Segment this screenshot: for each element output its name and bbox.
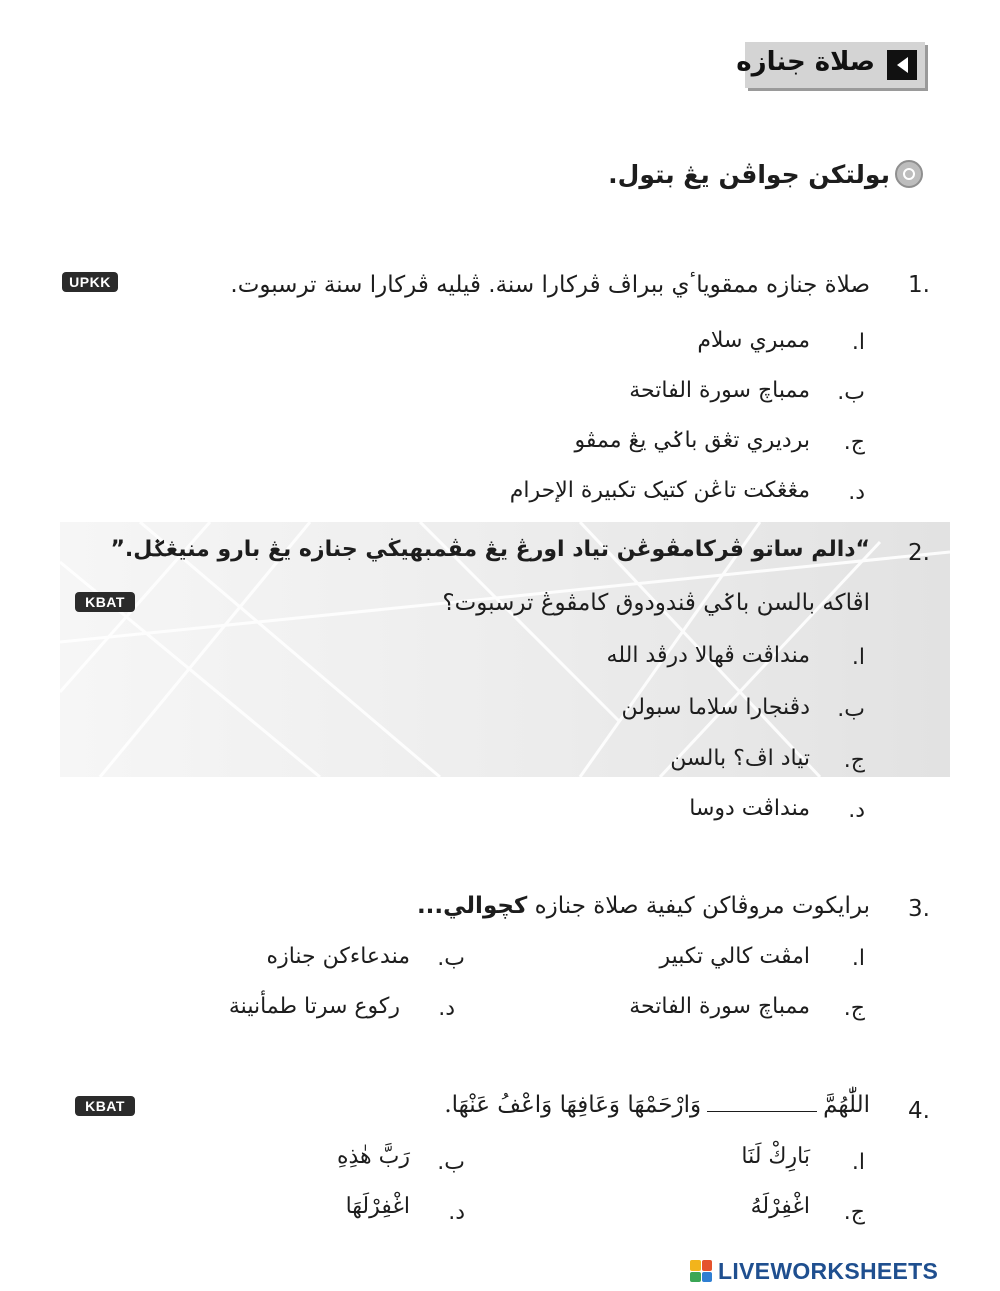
option-letter: د. [448,1200,465,1225]
option-text[interactable]: اغْفِرْلَهُ [750,1194,810,1219]
blank-line[interactable] [707,1093,817,1112]
option-text[interactable]: رَبَّ هٰذِهِ [336,1144,410,1169]
upkk-badge: UPKK [62,272,118,292]
question-stem-start: اللّٰهُمَّ [823,1092,870,1118]
option-letter: ج. [843,996,865,1021]
option-letter: ب. [837,697,865,722]
question-stem-end: وَارْحَمْهَا وَعَافِهَا وَاعْفُ عَنْهَا. [444,1092,702,1118]
audio-disc-icon[interactable] [895,160,923,188]
question-stem [444,1092,870,1118]
option-letter: ب. [437,946,465,971]
option-letter: ا. [851,946,865,971]
option-letter: ج. [843,748,865,773]
triangle-left-icon [887,50,917,80]
option-letter: د. [848,480,865,505]
question-number: 4. [908,1098,930,1124]
option-text[interactable]: دڤنجارا سلاما سبولن [621,695,810,720]
kbat-badge: KBAT [75,1096,135,1116]
question-number: 2. [908,540,930,566]
question-stem-emphasis: كچوالي... [416,893,528,919]
question-stem-normal: برايكوت مروڤاكن كيفية صلاة جنازه [527,893,870,919]
option-letter: د. [438,996,455,1021]
option-text[interactable]: ركوع سرتا طمأنينة [228,994,400,1019]
option-text[interactable]: مڠڠكت تاڠن كتيک تكبيرة الإحرام [509,478,810,503]
option-letter: ج. [843,430,865,455]
question-stem: صلاة جنازه ممقوياٴي ببراڤ ڤركارا سنة. ڤيليه ڤركارا سنة ترسبوت. [230,272,870,298]
option-text[interactable]: بَارِكْ لَنَا [741,1144,810,1169]
option-letter: ا. [851,1150,865,1175]
option-letter: ب. [837,380,865,405]
liveworksheets-footer[interactable] [690,1256,938,1286]
question-number: 3. [908,896,930,922]
instruction-text: بولتكن جواڤن يڠ بتول. [608,160,890,189]
section-title: صلاة جنازه [736,47,875,77]
option-letter: ج. [843,1200,865,1225]
question-stem: اڤاكه بالسن باݢي ڤندودوق كامڤوڠ ترسبوت؟ [442,590,870,616]
liveworksheets-logo-icon [690,1260,712,1282]
option-text[interactable]: مندعاءكن جنازه [266,944,410,969]
section-title-bar [736,42,925,88]
option-text[interactable]: امڤت كالي تكبير [659,944,810,969]
option-text[interactable]: تياد اڤ؟ بالسن [670,746,810,771]
option-text[interactable]: ممباچ سورة الفاتحة [629,378,810,403]
question-number: 1. [908,272,930,298]
option-text[interactable]: اغْفِرْلَهَا [345,1194,410,1219]
option-letter: د. [848,798,865,823]
option-letter: ب. [437,1150,465,1175]
option-text[interactable]: منداڤت ڤهالا درڤد الله [606,643,810,668]
question-stem-quote: “دالم ساتو ڤركامڤوڠن تياد اورڠ يڠ مڤمبهيڬي جنازه يڠ بارو منيڠݢل.” [110,537,870,562]
brand-name: LIVEWORKSHEETS [718,1257,939,1284]
option-letter: ا. [851,645,865,670]
kbat-badge: KBAT [75,592,135,612]
option-text[interactable]: منداڤت دوسا [689,796,810,821]
option-letter: ا. [851,330,865,355]
question-stem [417,893,870,919]
option-text[interactable]: ممباچ سورة الفاتحة [629,994,810,1019]
option-text[interactable]: برديري تڠق باݢي يڠ ممڤو [574,428,810,453]
option-text[interactable]: ممبري سلام [697,328,810,353]
